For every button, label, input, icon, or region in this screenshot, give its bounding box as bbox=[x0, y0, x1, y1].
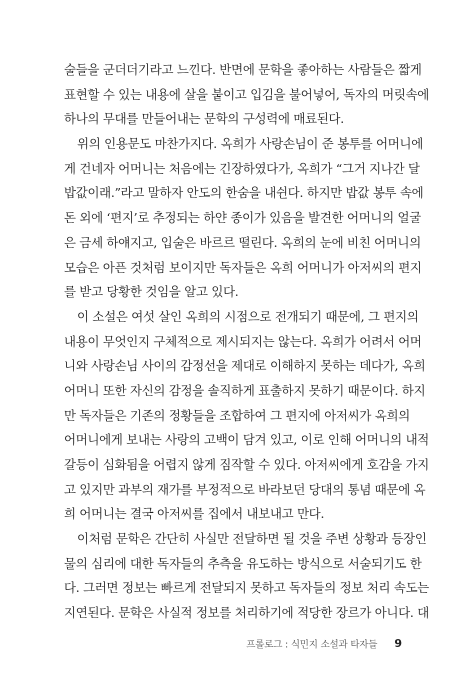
text-line: 를 받고 당황한 것임을 알고 있다. bbox=[64, 284, 239, 300]
text-line: 고 있지만 과부의 재가를 부정적으로 바라보던 당대의 통념 때문에 옥 bbox=[64, 481, 426, 497]
page-footer bbox=[0, 633, 402, 651]
text-line: 물의 심리에 대한 독자들의 추측을 유도하는 방식으로 서술되기도 한 bbox=[64, 555, 422, 571]
text-line: 니와 사랑손님 사이의 감정선을 제대로 이해하지 못하는 데다가, 옥희 bbox=[64, 358, 426, 374]
paragraph-2 bbox=[64, 132, 424, 305]
page-number: 9 bbox=[394, 637, 402, 650]
text-line: 다. 그러면 정보는 빠르게 전달되지 못하고 독자들의 정보 처리 속도는 bbox=[64, 580, 430, 596]
text-line: 술들을 군더더기라고 느낀다. 반면에 문학을 좋아하는 사람들은 짧게 bbox=[64, 62, 422, 77]
text-line: 어머니 또한 자신의 감정을 솔직하게 표출하지 못하기 때문이다. 하지 bbox=[64, 382, 426, 398]
text-line: 모습은 아픈 것처럼 보이지만 독자들은 옥희 어머니가 아저씨의 편지 bbox=[64, 259, 422, 275]
text-line: 위의 인용문도 마찬가지다. 옥희가 사랑손님이 준 봉투를 어머니에 bbox=[77, 136, 423, 152]
running-head: 프롤로그 : 식민지 소설과 타자들 bbox=[246, 639, 378, 651]
text-line: 게 건네자 어머니는 처음에는 긴장하였다가, 옥희가 “그거 지나간 달 bbox=[64, 160, 420, 176]
text-line: 지연된다. 문학은 사실적 정보를 처리하기에 적당한 장르가 아니다. 대 bbox=[64, 605, 430, 621]
text-line: 밥값이래.”라고 말하자 안도의 한숨을 내쉰다. 하지만 밥값 봉투 속에 bbox=[64, 185, 424, 201]
text-line: 하나의 무대를 만들어내는 문학의 구성력에 매료된다. bbox=[64, 111, 344, 127]
paragraph-1 bbox=[64, 58, 430, 132]
text-line: 어머니에게 보내는 사랑의 고백이 담겨 있고, 이로 인해 어머니의 내적 bbox=[64, 432, 430, 448]
text-line: 만 독자들은 기존의 정황들을 조합하여 그 편지에 아저씨가 옥희의 bbox=[64, 407, 410, 423]
text-line: 이 소설은 여섯 살인 옥희의 시점으로 전개되기 때문에, 그 편지의 bbox=[77, 308, 419, 324]
text-line: 내용이 무엇인지 구체적으로 제시되지는 않는다. 옥희가 어려서 어머 bbox=[64, 333, 422, 349]
text-line: 은 금세 하얘지고, 입술은 바르르 떨린다. 옥희의 눈에 비친 어머니의 bbox=[64, 234, 421, 250]
text-line: 돈 외에 ‘편지’로 추정되는 하얀 종이가 있음을 발견한 어머니의 얼굴 bbox=[64, 210, 421, 226]
text-line: 표현할 수 있는 내용에 살을 붙이고 입김을 불어넣어, 독자의 머릿속에 bbox=[64, 86, 430, 102]
text-line: 갈등이 심화됨을 어렵지 않게 짐작할 수 있다. 아저씨에게 호감을 가지 bbox=[64, 457, 430, 472]
text-line: 이처럼 문학은 간단히 사실만 전달하면 될 것을 주변 상황과 등장인 bbox=[77, 531, 427, 547]
text-line: 희 어머니는 결국 아저씨를 집에서 내보내고 만다. bbox=[64, 506, 325, 522]
paragraph-3 bbox=[64, 305, 430, 527]
paragraph-4 bbox=[64, 527, 430, 626]
body-text bbox=[64, 58, 430, 626]
